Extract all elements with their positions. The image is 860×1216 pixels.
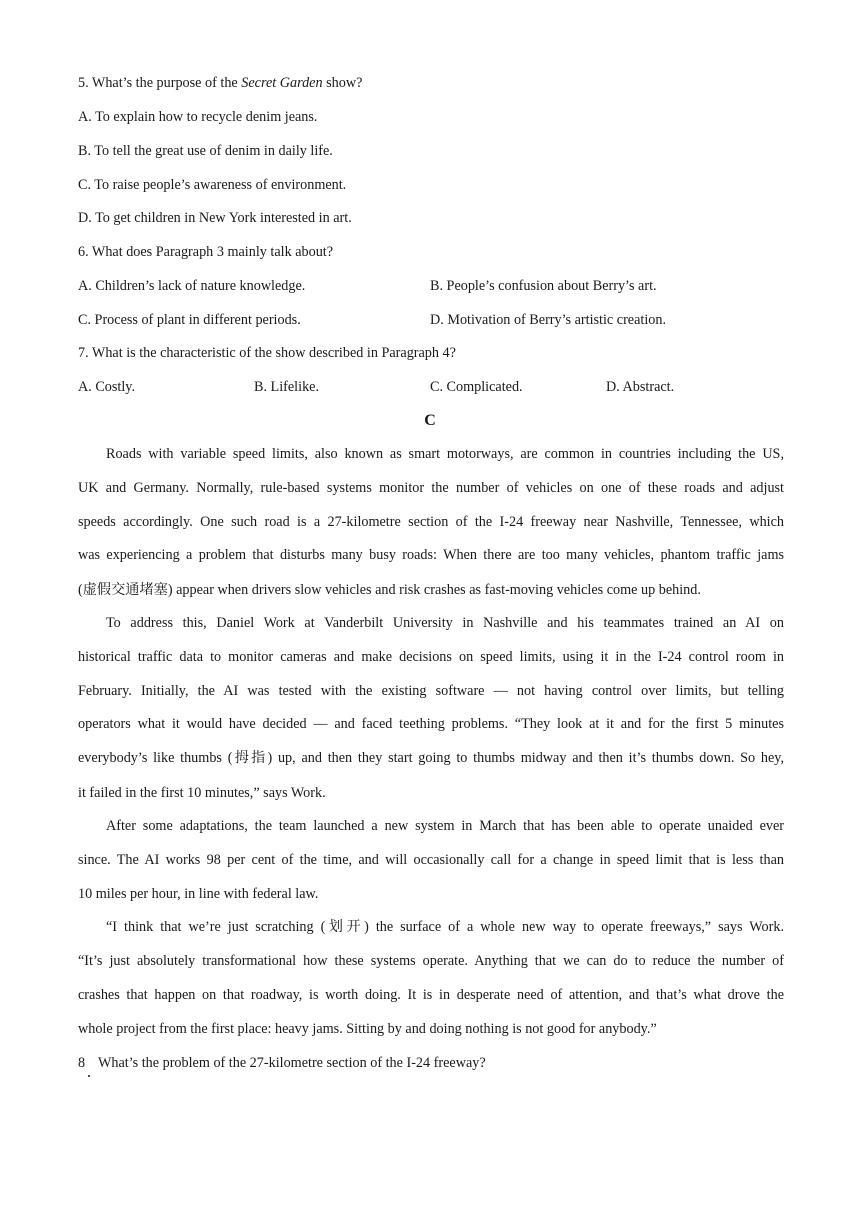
paragraph-line: To address this, Daniel Work at Vanderbilt University in Nashville and his teammates trained an AI on [106,615,784,631]
q5-stem: 5. What’s the purpose of the Secret Garden show? [78,75,363,91]
q8-stem: What’s the problem of the 27-kilometre section of the I-24 freeway? [98,1055,486,1071]
paragraph-line: everybody’s like thumbs (拇指) up, and then they start going to thumbs midway and then it’s thumbs down. So hey, [78,750,784,766]
paragraph-line: operators what it would have decided — and faced teething problems. “They look at it and for the first 5 minutes [78,716,784,732]
paragraph-line: “I think that we’re just scratching (划开) the surface of a whole new way to operate freeways,” says Work. [106,919,784,935]
q5-option-c: C. To raise people’s awareness of environment. [78,177,347,193]
paragraph-line: since. The AI works 98 per cent of the time, and will occasionally call for a change in speed limit that is less than [78,852,784,868]
paragraph-line: speeds accordingly. One such road is a 27-kilometre section of the I-24 freeway near Nashville, Tennessee, which [78,514,784,530]
q8-number: 8 [78,1055,86,1071]
q5-option-b: B. To tell the great use of denim in daily life. [78,143,333,159]
q7-option-d: D. Abstract. [606,379,675,395]
paragraph-line: (虚假交通堵塞) appear when drivers slow vehicles and risk crashes as fast-moving vehicles come up behind. [78,582,701,598]
paragraph-line: historical traffic data to monitor cameras and make decisions on speed limits, using it in the I-24 control room in [78,649,784,665]
q8-number-dot [88,1075,90,1077]
section-title: C [424,412,436,429]
q6-stem: 6. What does Paragraph 3 mainly talk about? [78,244,334,260]
paragraph-line: Roads with variable speed limits, also known as smart motorways, are common in countries including the US, [106,446,784,462]
paragraph-line: “It’s just absolutely transformational how these systems operate. Anything that we can do to reduce the number of [78,953,784,969]
paragraph-line: crashes that happen on that roadway, is worth doing. It is in desperate need of attention, and that’s what drove the [78,987,784,1003]
q6-option-a: A. Children’s lack of nature knowledge. [78,278,306,294]
q7-option-b: B. Lifelike. [254,379,320,395]
paragraph-line: it failed in the first 10 minutes,” says Work. [78,785,326,801]
q5-option-d: D. To get children in New York interested in art. [78,210,352,226]
q7-stem: 7. What is the characteristic of the show described in Paragraph 4? [78,345,456,361]
q6-option-b: B. People’s confusion about Berry’s art. [430,278,657,294]
paragraph-line: 10 miles per hour, in line with federal law. [78,886,319,902]
q6-option-c: C. Process of plant in different periods. [78,312,301,328]
q5-show-title: Secret Garden [241,75,323,91]
paragraph-line: was experiencing a problem that disturbs many busy roads: When there are too many vehicles, phantom traffic jams [78,547,784,563]
q6-option-d: D. Motivation of Berry’s artistic creation. [430,312,667,328]
paragraph-line: UK and Germany. Normally, rule-based systems monitor the number of vehicles on one of these roads and adjust [78,480,784,496]
q5-option-a: A. To explain how to recycle denim jeans. [78,109,318,125]
paragraph-line: whole project from the first place: heavy jams. Sitting by and doing nothing is not good for anybody.” [78,1021,657,1037]
paragraph-line: February. Initially, the AI was tested with the existing software — not having control over limits, but telling [78,683,784,699]
paragraph-line: After some adaptations, the team launched a new system in March that has been able to operate unaided ever [106,818,784,834]
q7-option-c: C. Complicated. [430,379,523,395]
q7-option-a: A. Costly. [78,379,136,395]
